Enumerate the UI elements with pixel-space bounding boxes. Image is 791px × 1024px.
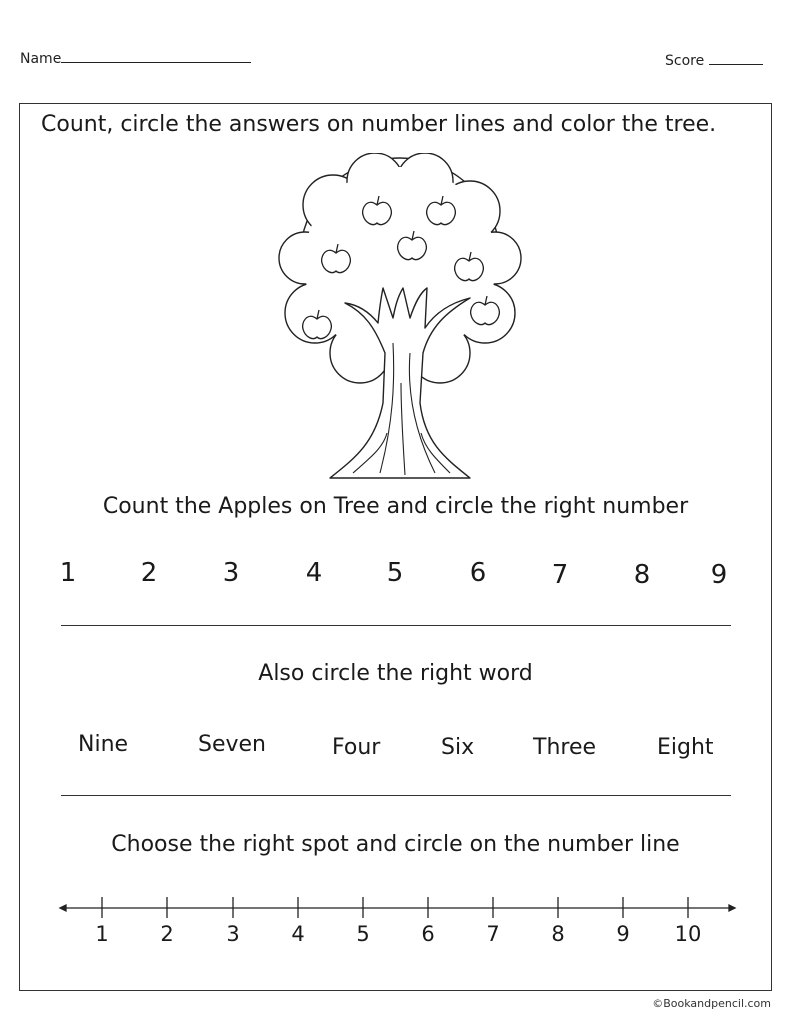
number-line-label[interactable]: 3 [226, 922, 240, 946]
word-option[interactable]: Four [332, 735, 381, 760]
number-line-label[interactable]: 5 [356, 922, 370, 946]
score-blank[interactable] [709, 64, 763, 65]
word-option[interactable]: Six [441, 735, 475, 760]
words-prompt: Also circle the right word [258, 661, 533, 686]
number-option[interactable]: 4 [305, 558, 323, 588]
name-blank[interactable] [61, 62, 251, 63]
number-line-label[interactable]: 2 [160, 922, 174, 946]
number-line-label[interactable]: 1 [95, 922, 109, 946]
number-option[interactable]: 7 [551, 560, 569, 590]
name-label: Name [20, 51, 62, 67]
count-prompt: Count the Apples on Tree and circle the right number [102, 494, 689, 519]
section-divider [61, 625, 731, 626]
number-line-label[interactable]: 10 [674, 922, 702, 946]
instructions-title: Count, circle the answers on number lines and color the tree. [41, 112, 717, 137]
word-option[interactable]: Three [533, 735, 597, 760]
number-option[interactable]: 6 [469, 558, 487, 588]
number-line-label[interactable]: 7 [486, 922, 500, 946]
score-field[interactable] [665, 53, 763, 69]
number-option[interactable]: 9 [710, 560, 728, 590]
number-option[interactable]: 2 [140, 558, 158, 588]
number-line-label[interactable]: 6 [421, 922, 435, 946]
number-line-label[interactable]: 4 [291, 922, 305, 946]
number-option[interactable]: 5 [386, 558, 404, 588]
word-option[interactable]: Seven [198, 732, 266, 757]
word-option[interactable]: Nine [78, 732, 129, 757]
number-option[interactable]: 8 [633, 560, 651, 590]
word-option[interactable]: Eight [657, 735, 714, 760]
number-option[interactable]: 3 [222, 558, 240, 588]
number-option[interactable]: 1 [59, 558, 77, 588]
score-label: Score [665, 53, 705, 69]
section-divider [61, 795, 731, 796]
number-line[interactable] [58, 896, 738, 920]
number-line-label[interactable]: 9 [616, 922, 630, 946]
copyright-notice: ©Bookandpencil.com [652, 997, 771, 1010]
number-line-label[interactable]: 8 [551, 922, 565, 946]
name-field[interactable] [20, 51, 251, 67]
number-line-prompt: Choose the right spot and circle on the number line [111, 832, 680, 857]
apple-tree-illustration[interactable] [275, 153, 525, 488]
